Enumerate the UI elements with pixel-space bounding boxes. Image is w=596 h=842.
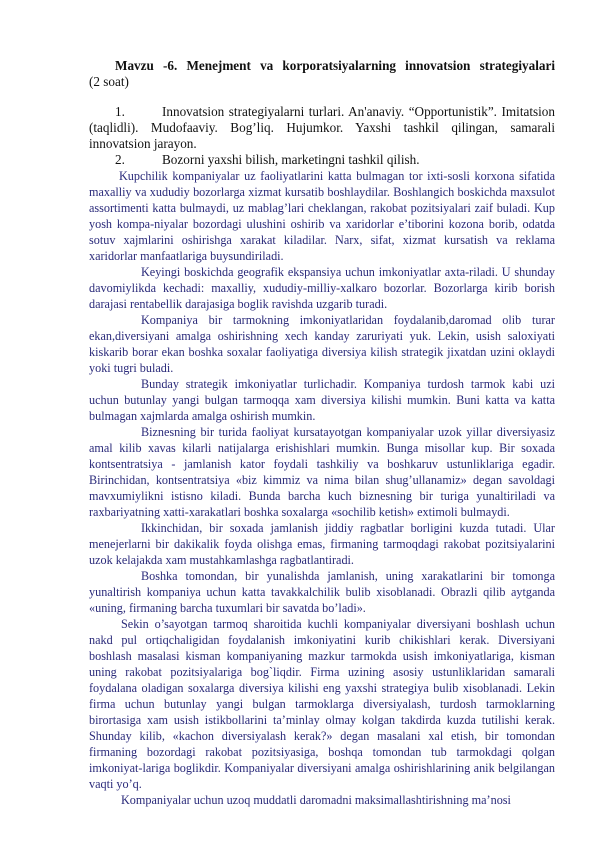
paragraph-7: Boshka tomondan, bir yunalishda jamlanish, uning xarakatlarini bir tomonga yunaltirish kompaniya uchun katta tavakkalchilik bulib xisoblanadi. Obrazli qilib aytganda «uning, firmaning barcha tuxumlari bir savatda bo’ladi». <box>89 569 555 615</box>
question-item-2 <box>89 152 555 168</box>
paragraph-1: Kupchilik kompaniyalar uz faoliyatlarini katta bulmagan tor ixti-sosli korxona sifatida maxalliy va xududiy bozorlarga xizmat kursatib boshlaydilar. Boshlangich boskichda maxsulot assortimenti katta bulmaydi, uz mablag’lari cheklangan, rakobat pozitsiyalari zaif buladi. Kup yosh kompa-niyalar bozordagi ulushini oshirib va xaridorlar e’tiborini kozona borib, odatda sotuv xajmlarini oshirishga xarakat kiladilar. Narx, sifat, xizmat kursatish va reklama xaridorlar manfaatlariga buysundiriladi. <box>89 169 555 263</box>
question-text: Innovatsion strategiyalarni turlari. An'anaviy. “Opportunistik”. Imitatsion (taqlidli). Mudofaaviy. Bog’liq. Hujumkor. Yaxshi tashkil qilingan, samarali innovatsion jarayon. <box>89 104 555 151</box>
document-title: Mavzu -6. Menejment va korporatsiyalarning innovatsion strategiyalari <box>115 58 555 73</box>
spacer <box>89 90 555 104</box>
paragraph-2: Keyingi boskichda geografik ekspansiya uchun imkoniyatlar axta-riladi. U shunday davomiylikda kechadi: maxalliy, xududiy-milliy-xalkaro bozorlar. Bozorlarga kirib borish darajasi rentabellik darajasiga boglik ravishda uzgarib turadi. <box>89 265 555 311</box>
question-number: 2. <box>115 152 125 167</box>
question-item-1 <box>89 104 555 152</box>
paragraph-5: Biznesning bir turida faoliyat kursatayotgan kompaniyalar uzok yillar diversiyasiz amal kilib xavas kilarli natijalarga erishishlari mumkin. Bunga misollar kup. Bir soxada kontsentratsiya - jamlanish kator foydali tashkiliy va boshkaruv ustunliklariga egadir. Birinchidan, kontsentratsiya «biz kimmiz va nima bilan shug’ullanamiz» degan savoldagi mavxumiylikni istisno kiladi. Bunda barcha kuch biznesning bir turiga yunaltiriladi va raxbariyatning xatti-xarakatlari boshka soxalarga «sochilib ketish» extimoli bulmaydi. <box>89 425 555 519</box>
document-subtitle: (2 soat) <box>89 74 129 89</box>
paragraph-6: Ikkinchidan, bir soxada jamlanish jiddiy ragbatlar borligini kuzda tutadi. Ular menejerlarni bir dakikalik foyda olishga emas, firmaning tarmoqdagi rakobat pozitsiyalarini uzok kelajakda xam mustahkamlashga ragbatlantiradi. <box>89 521 555 567</box>
question-number: 1. <box>115 104 125 119</box>
question-text: Bozorni yaxshi bilish, marketingni tashkil qilish. <box>162 152 420 167</box>
paragraph-3: Kompaniya bir tarmokning imkoniyatlaridan foydalanib,daromad olib turar ekan,diversiyani amalga oshirishning xech kanday zaruriyati yuk. Lekin, usish saloxiyati kiskarib borar ekan boshka soxalar faoliyatiga diversiya kilish strategik jixatdan uzini oklaydi yoki tugri buladi. <box>89 313 555 375</box>
paragraph-4: Bunday strategik imkoniyatlar turlichadir. Kompaniya turdosh tarmok kabi uzi uchun butunlay yangi bulgan tarmoqqa xam diversiya kilishi mumkin. Buni katta va katta bulmagan xajmlarda amalga oshirish mumkin. <box>89 377 555 423</box>
paragraph-9: Kompaniyalar uchun uzoq muddatli daromadni maksimallashtirishning ma’nosi <box>121 793 511 807</box>
paragraph-8: Sekin o’sayotgan tarmoq sharoitida kuchli kompaniyalar diversiyani boshlash uchun nakd pul ortiqchaligidan foydalanish imkoniyatini kurib chikishlari kerak. Diversiyani boshlash masalasi kisman kompaniyaning mazkur tarmokda usish imkoniyatlariga, kisman uning rakobat pozitsiyalariga bog`liqdir. Firma uzining asosiy ustunliklaridan samarali foydalana oladigan soxalarga diversiya kilishi eng yaxshi strategiya bulib xisoblanadi. Lekin firma uchun butunlay yangi bulgan tarmoklarga diversiyalash, turdosh tarmoklarning birortasiga xam usish istikbollarini ta’minlay olmay kolgan takdirda kuzda tutilishi kerak. Shunday kilib, «kachon diversiyalash kerak?» degan masalani xal etish, bir tomondan firmaning bozordagi rakobat pozitsiyasiga, boshqa tomondan tub tarmokdagi qolgan imkoniyat-lariga boglikdir. Kompaniyalar diversiyani amalga oshirishlarining anik belgilangan vaqti yo’q. <box>89 617 555 791</box>
document-body <box>89 58 555 808</box>
